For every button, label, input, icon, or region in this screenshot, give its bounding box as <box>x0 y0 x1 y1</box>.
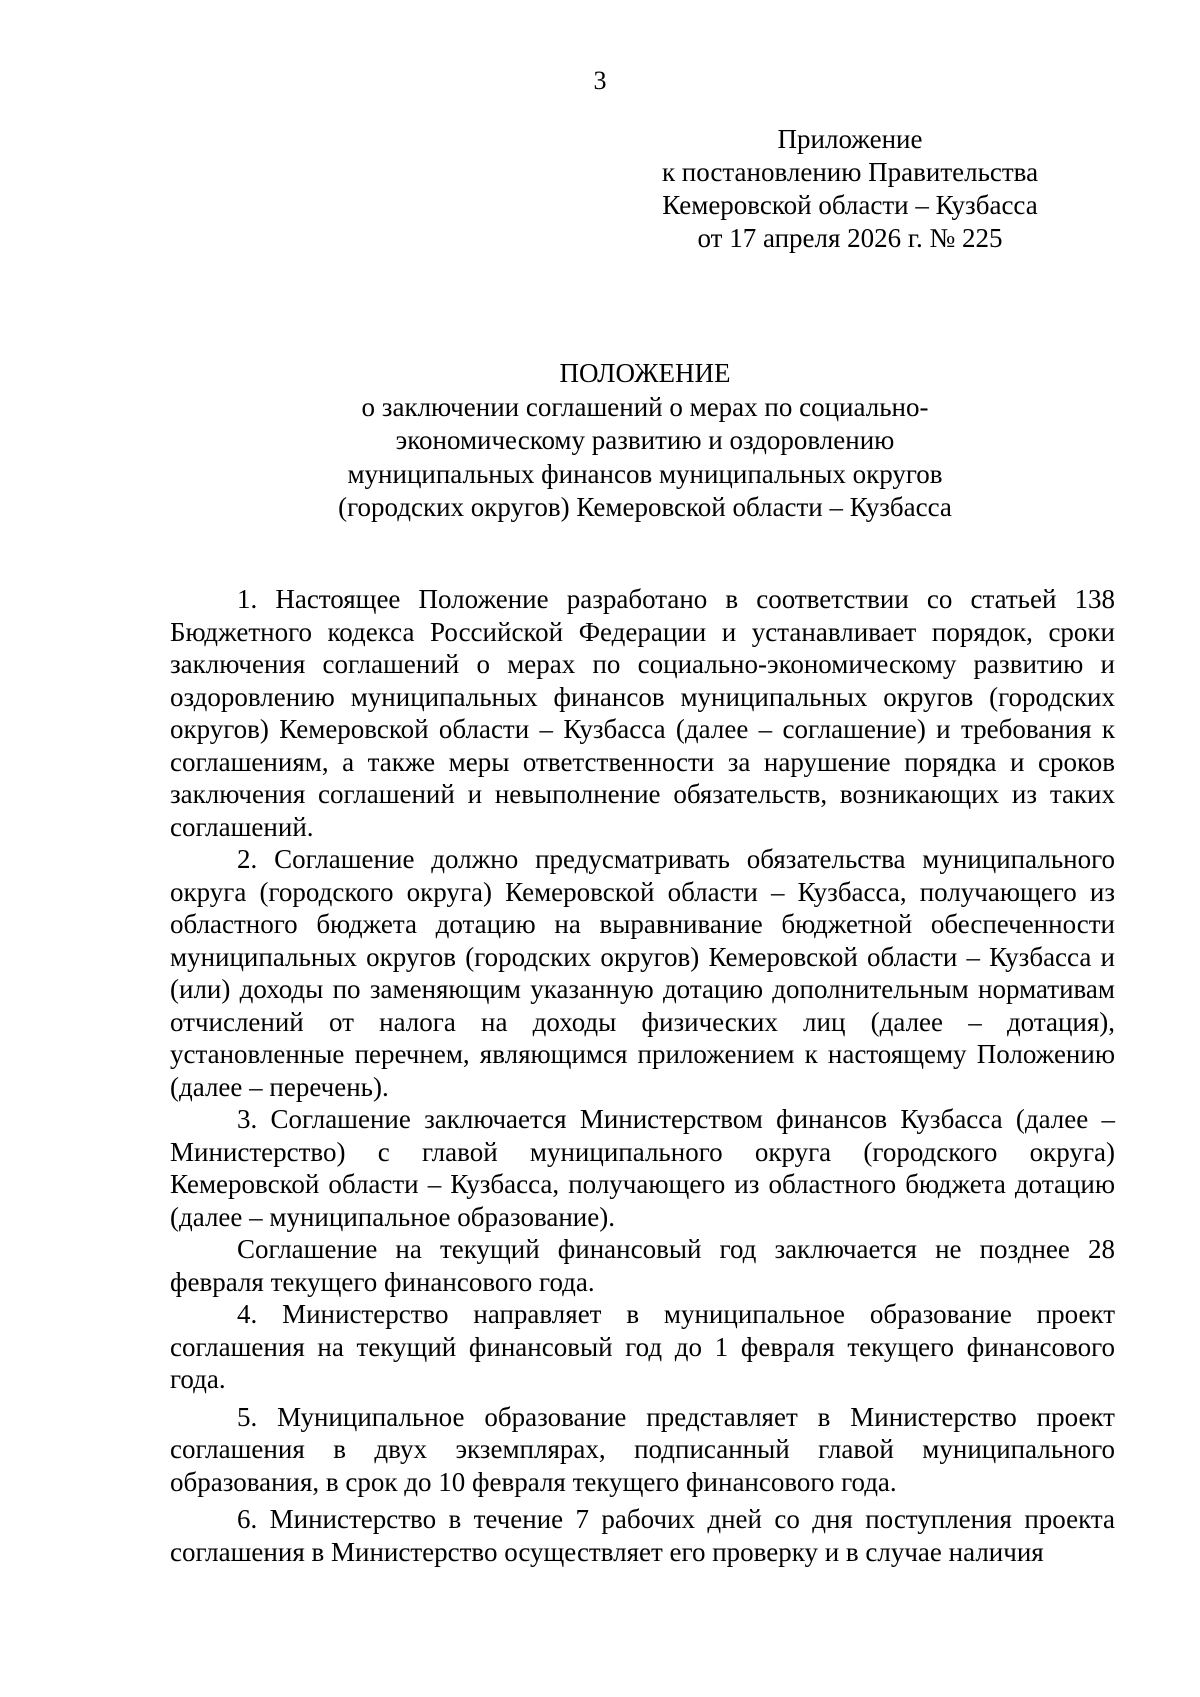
title-line-1: о заключении соглашений о мерах по социально- <box>361 391 929 422</box>
title-line-4: (городских округов) Кемеровской области – Кузбасса <box>338 492 952 522</box>
document-title-block <box>170 357 1120 525</box>
document-title: ПОЛОЖЕНИЕ <box>559 358 731 388</box>
paragraph-1: 1. Настоящее Положение разработано в соответствии со статьей 138 Бюджетного кодекса Российской Федерации и устанавливает порядок, сроки заключения соглашений о мерах по социально-экономическому развитию и оздоровлению муниципальных финансов муниципальных округов (городских округов) Кемеровской области – Кузбасса (далее – соглашение) и требования к соглашениям, а также меры ответственности за нарушение порядка и сроков заключения соглашений и невыполнение обязательств, возникающих из таких соглашений. <box>170 584 1115 842</box>
paragraph-5: 5. Муниципальное образование представляет в Министерство проект соглашения в двух экземплярах, подписанный главой муниципального образования, в срок до 10 февраля текущего финансового года. <box>170 1401 1115 1497</box>
appendix-line-1: Приложение <box>777 124 923 154</box>
paragraph-3-continuation: Соглашение на текущий финансовый год заключается не позднее 28 февраля текущего финансового года. <box>170 1234 1115 1297</box>
appendix-line-4: от 17 апреля 2026 г. № 225 <box>697 223 1003 253</box>
title-line-3: муниципальных финансов муниципальных округов <box>347 458 943 489</box>
page-number: 3 <box>593 66 607 95</box>
paragraph-4: 4. Министерство направляет в муниципальное образование проект соглашения на текущий финансовый год до 1 февраля текущего финансового года. <box>170 1299 1115 1394</box>
appendix-header <box>655 123 1045 255</box>
paragraph-3: 3. Соглашение заключается Министерством финансов Кузбасса (далее – Министерство) с главой муниципального округа (городского округа) Кемеровской области – Кузбасса, получающего из областного бюджета дотацию (далее – муниципальное образование). <box>170 1104 1115 1232</box>
paragraph-2: 2. Соглашение должно предусматривать обязательства муниципального округа (городского округа) Кемеровской области – Кузбасса, получающего из областного бюджета дотацию на выравнивание бюджетной обеспеченности муниципальных округов (городских округов) Кемеровской области – Кузбасса и (или) доходы по заменяющим указанную дотацию дополнительным нормативам отчислений от налога на доходы физических лиц (далее – дотация), установленные перечнем, являющимся приложением к настоящему Положению (далее – перечень). <box>170 844 1115 1102</box>
appendix-line-2: к постановлению Правительства <box>661 157 1039 187</box>
paragraph-6: 6. Министерство в течение 7 рабочих дней со дня поступления проекта соглашения в Министерство осуществляет его проверку и в случае наличия <box>170 1504 1115 1567</box>
title-line-2: экономическому развитию и оздоровлению <box>395 425 895 455</box>
appendix-line-3: Кемеровской области – Кузбасса <box>662 190 1038 220</box>
document-body <box>170 583 1115 1568</box>
